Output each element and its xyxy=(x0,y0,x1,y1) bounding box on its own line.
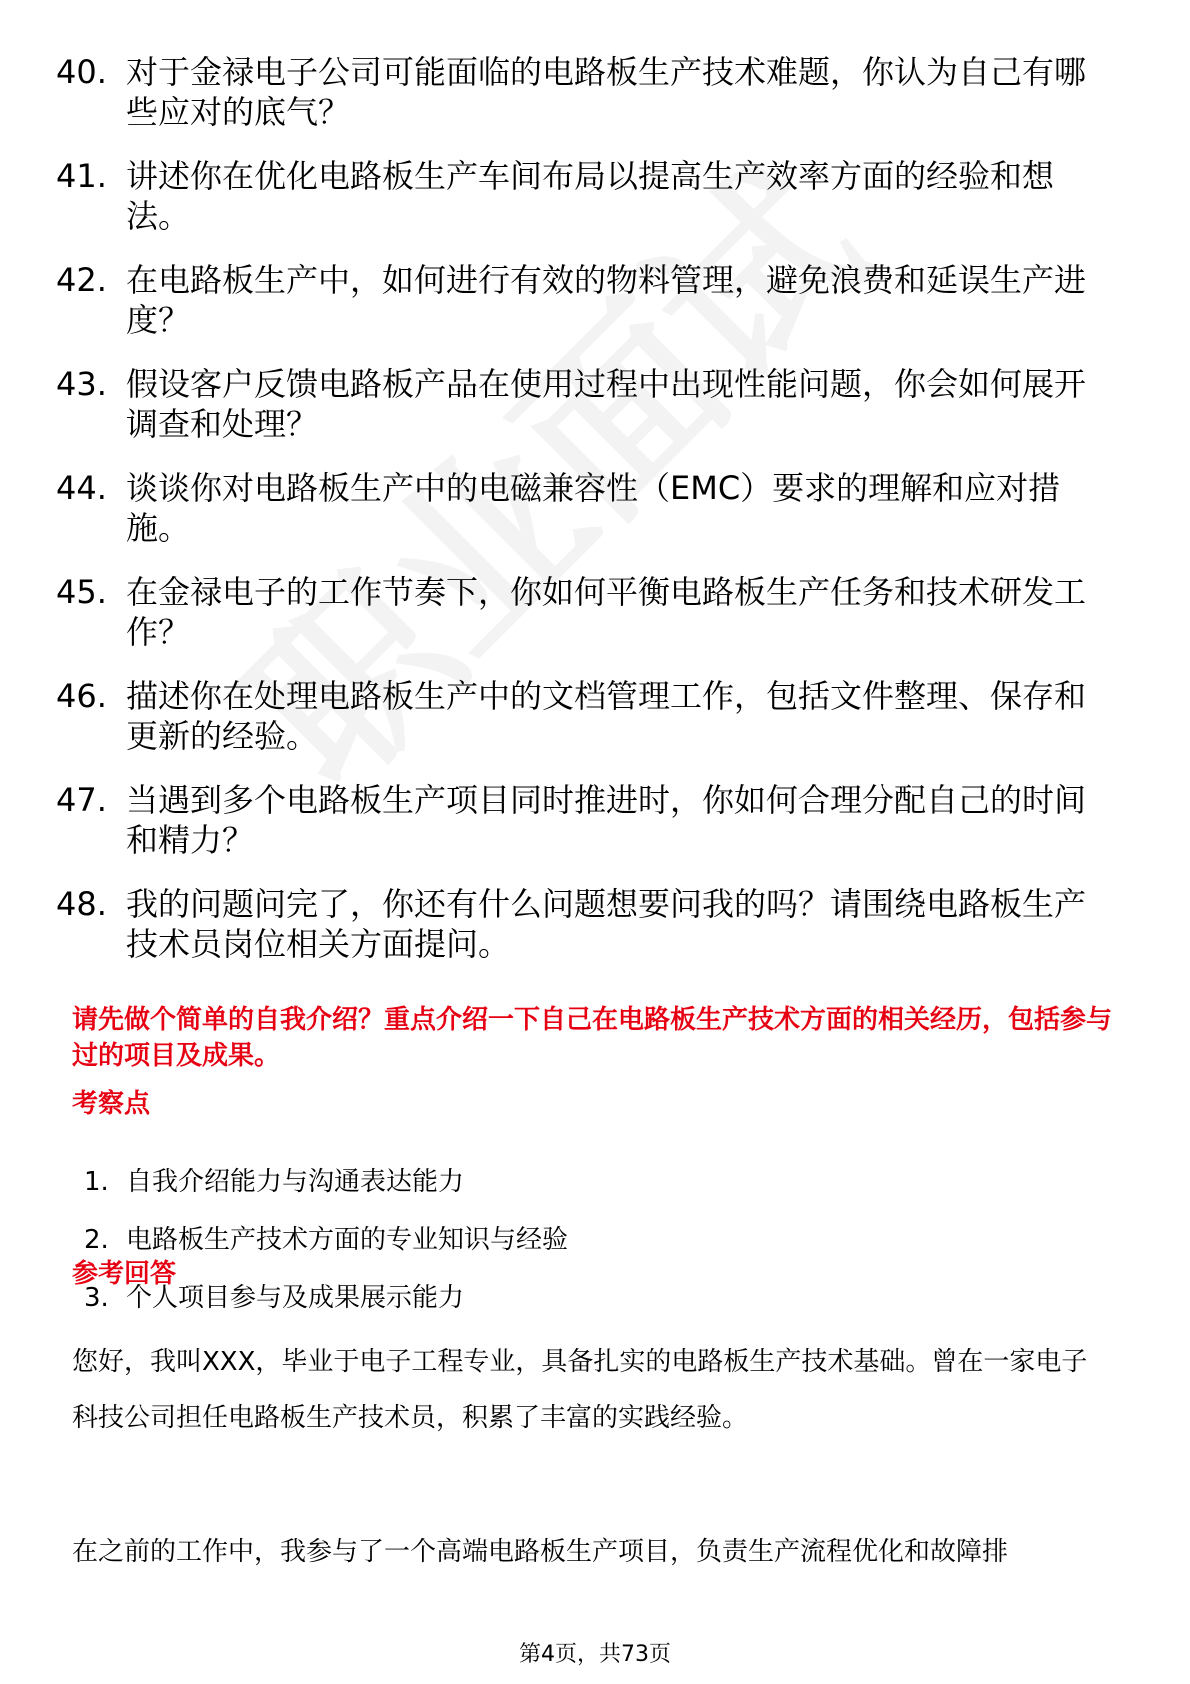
question-text: 我的问题问完了，你还有什么问题想要问我的吗？请围绕电路板生产技术员岗位相关方面提问。 xyxy=(126,885,1087,963)
point-text: 电路板生产技术方面的专业知识与经验 xyxy=(126,1225,569,1255)
question-text: 对于金禄电子公司可能面临的电路板生产技术难题，你认为自己有哪些应对的底气？ xyxy=(126,53,1087,131)
question-text: 假设客户反馈电路板产品在使用过程中出现性能问题，你会如何展开调查和处理？ xyxy=(126,365,1087,443)
question-text: 当遇到多个电路板生产项目同时推进时，你如何合理分配自己的时间和精力？ xyxy=(126,781,1087,859)
point-number: 1. xyxy=(84,1167,109,1197)
question-number: 43. xyxy=(56,365,107,403)
question-number: 47. xyxy=(56,781,107,819)
question-item xyxy=(56,260,1116,340)
question-text: 描述你在处理电路板生产中的文档管理工作，包括文件整理、保存和更新的经验。 xyxy=(126,677,1087,755)
list-item xyxy=(84,1280,1084,1338)
answer-paragraph: 您好，我叫XXX，毕业于电子工程专业，具备扎实的电路板生产技术基础。曾在一家电子科技公司担任电路板生产技术员，积累了丰富的实践经验。 xyxy=(72,1347,1088,1433)
question-text: 讲述你在优化电路板生产车间布局以提高生产效率方面的经验和想法。 xyxy=(126,157,1055,235)
question-number: 40. xyxy=(56,53,107,91)
question-list xyxy=(56,52,1116,988)
question-item xyxy=(56,676,1116,756)
list-item xyxy=(84,1222,1084,1280)
point-number: 2. xyxy=(84,1225,109,1255)
question-number: 45. xyxy=(56,573,107,611)
answer-paragraph: 在之前的工作中，我参与了一个高端电路板生产项目，负责生产流程优化和故障排 xyxy=(72,1537,1009,1567)
question-item xyxy=(56,156,1116,236)
question-item xyxy=(56,52,1116,132)
question-number: 44. xyxy=(56,469,107,507)
assessment-points xyxy=(84,1164,1084,1338)
question-number: 48. xyxy=(56,885,107,923)
question-item xyxy=(56,884,1116,964)
question-item xyxy=(56,364,1116,444)
point-text: 个人项目参与及成果展示能力 xyxy=(126,1283,465,1313)
question-number: 41. xyxy=(56,157,107,195)
question-text: 在电路板生产中，如何进行有效的物料管理，避免浪费和延误生产进度？ xyxy=(126,261,1087,339)
intro-question-heading: 请先做个简单的自我介绍？重点介绍一下自己在电路板生产技术方面的相关经历，包括参与过的项目及成果。 xyxy=(72,1005,1113,1071)
page-footer: 第4页，共73页 xyxy=(519,1642,671,1667)
question-text: 谈谈你对电路板生产中的电磁兼容性（EMC）要求的理解和应对措施。 xyxy=(126,469,1061,547)
list-item xyxy=(84,1164,1084,1222)
reference-answer-label: 参考回答 xyxy=(72,1259,177,1289)
question-number: 46. xyxy=(56,677,107,715)
point-number: 3. xyxy=(84,1283,109,1313)
point-text: 自我介绍能力与沟通表达能力 xyxy=(126,1167,465,1197)
assessment-label: 考察点 xyxy=(72,1089,151,1119)
question-item xyxy=(56,572,1116,652)
question-text: 在金禄电子的工作节奏下，你如何平衡电路板生产任务和技术研发工作？ xyxy=(126,573,1087,651)
question-item xyxy=(56,468,1116,548)
question-item xyxy=(56,780,1116,860)
question-number: 42. xyxy=(56,261,107,299)
